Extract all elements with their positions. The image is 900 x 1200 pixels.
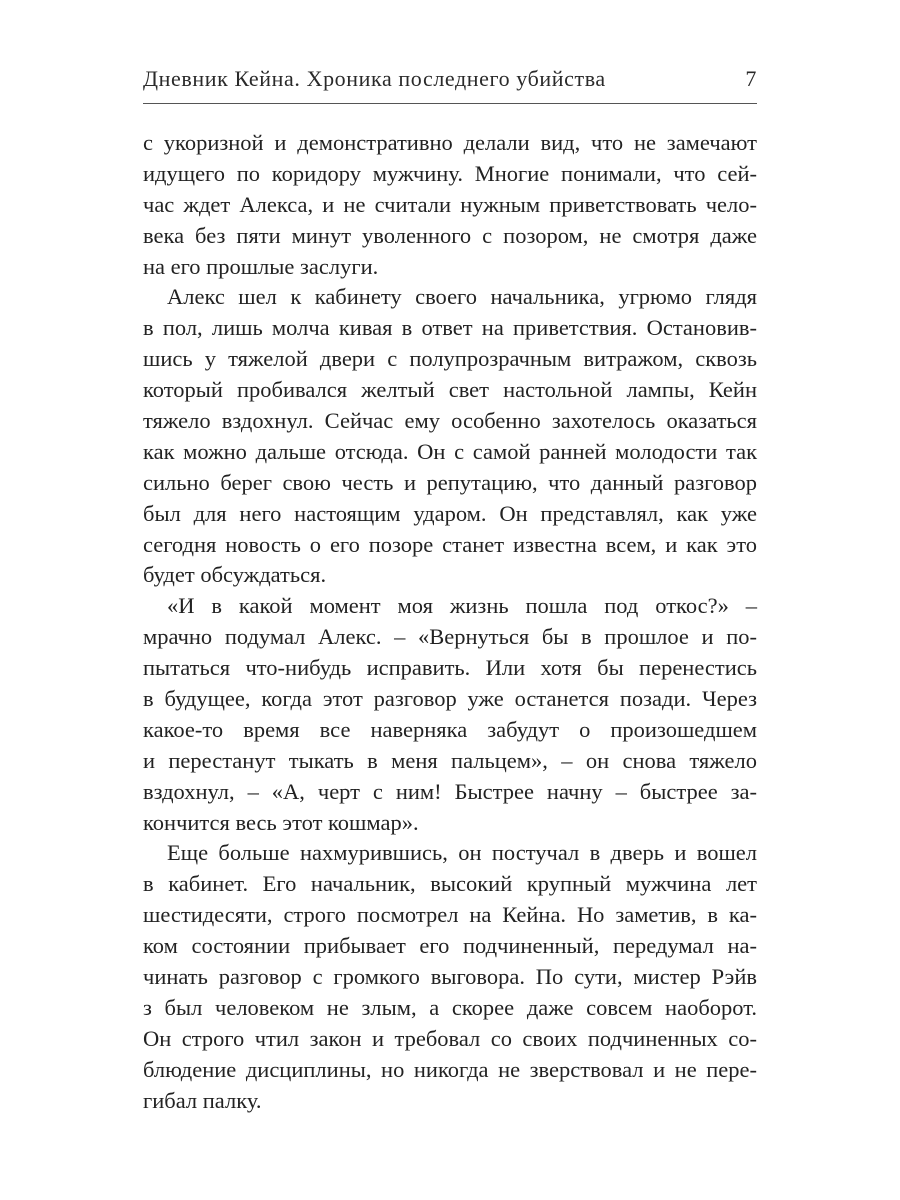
text-line: как можно дальше отсюда. Он с самой ранней молодости так (143, 438, 757, 464)
text-line: шись у тяжелой двери с полупрозрачным витражом, сквозь (143, 346, 757, 372)
text-line: который пробивался желтый свет настольной лампы, Кейн (143, 377, 757, 403)
text-line: чинать разговор с громкого выговора. По сути, мистер Рэйв (143, 964, 757, 990)
paragraph (143, 838, 757, 1116)
paragraph (143, 591, 757, 838)
text-line: мрачно подумал Алекс. – «Вернуться бы в прошлое и по- (143, 624, 757, 650)
text-line: идущего по коридору мужчину. Многие понимали, что сей- (143, 160, 757, 186)
text-line: час ждет Алекса, и не считали нужным приветствовать чело- (143, 191, 757, 217)
text-line: Алекс шел к кабинету своего начальника, угрюмо глядя (167, 284, 757, 310)
text-line: ком состоянии прибывает его подчиненный, передумал на- (143, 933, 757, 959)
text-line: века без пяти минут уволенного с позором, не смотря даже (143, 222, 757, 248)
text-line: з был человеком не злым, а скорее даже совсем наоборот. (143, 994, 757, 1020)
text-line: был для него настоящим ударом. Он представлял, как уже (143, 500, 757, 526)
page-number: 7 (745, 66, 757, 91)
text-line: кончится весь этот кошмар». (143, 809, 419, 835)
text-line: гибал палку. (143, 1087, 262, 1113)
text-line: Еще больше нахмурившись, он постучал в дверь и вошел (167, 840, 757, 866)
text-line: в пол, лишь молча кивая в ответ на приветствия. Остановив- (143, 315, 757, 341)
text-line: сегодня новость о его позоре станет известна всем, и как это (143, 531, 757, 557)
page-body (143, 128, 757, 1117)
text-line: «И в какой момент моя жизнь пошла под откос?» – (167, 593, 757, 619)
text-line: тяжело вздохнул. Сейчас ему особенно захотелось оказаться (143, 408, 757, 434)
text-line: с укоризной и демонстративно делали вид, что не замечают (143, 130, 757, 155)
text-line: будет обсуждаться. (143, 562, 327, 588)
text-line: в будущее, когда этот разговор уже останется позади. Через (143, 686, 757, 712)
text-line: сильно берег свою честь и репутацию, что данный разговор (143, 469, 757, 495)
text-line: и перестанут тыкать в меня пальцем», – он снова тяжело (143, 747, 757, 773)
paragraph (143, 282, 757, 591)
text-line: на его прошлые заслуги. (143, 253, 379, 279)
text-line: пытаться что-нибудь исправить. Или хотя бы перенестись (143, 655, 757, 681)
paragraph (143, 128, 757, 282)
running-header (143, 66, 757, 98)
text-line: шестидесяти, строго посмотрел на Кейна. Но заметив, в ка- (143, 902, 757, 928)
text-line: в кабинет. Его начальник, высокий крупный мужчина лет (143, 871, 757, 897)
text-line: блюдение дисциплины, но никогда не зверствовал и не пере- (143, 1056, 757, 1082)
text-line: какое-то время все наверняка забудут о произошедшем (143, 716, 757, 742)
book-title: Дневник Кейна. Хроника последнего убийства (143, 66, 606, 91)
text-line: Он строго чтил закон и требовал со своих подчиненных со- (143, 1025, 757, 1051)
header-rule (143, 103, 757, 104)
text-line: вздохнул, – «А, черт с ним! Быстрее начну – быстрее за- (143, 778, 757, 804)
